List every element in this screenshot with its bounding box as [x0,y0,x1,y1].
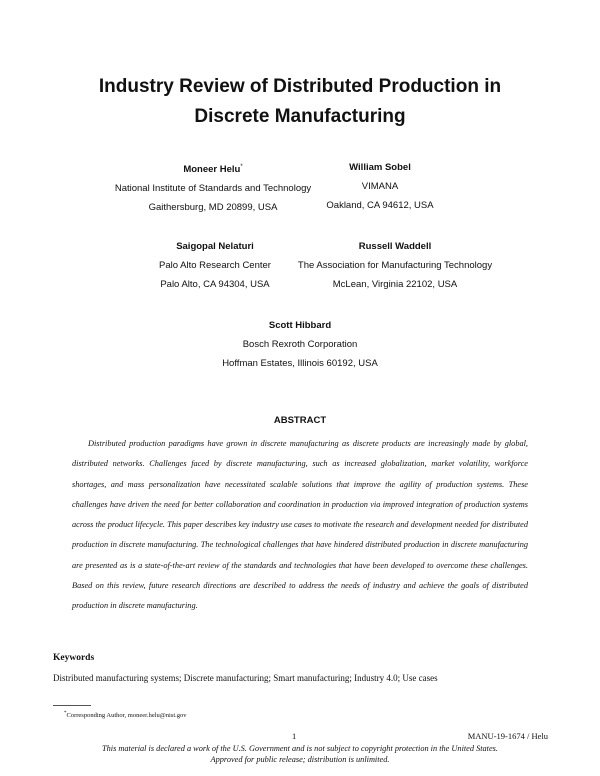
report-id: MANU-19-1674 / Helu [467,731,548,741]
author-name: Saigopal Nelaturi [176,241,254,252]
footnote [64,711,187,719]
author-affiliation: VIMANA [361,181,399,192]
abstract-text: Distributed production paradigms have grown in discrete manufacturing as discrete products are increasingly made by global, distributed networks. Challenges faced by discrete manufacturing, such as increased globalization, market volatility, workforce shortages, and mass personalization have necessitated scalable solutions that improve the agility of production systems. These challenges have driven the need for better collaboration and coordination in production via improved integration of production systems across the product lifecycle. This paper describes key industry use cases to motivate the research and development needed for distributed production in discrete manufacturing. The technological challenges that have hindered distributed production in discrete manufacturing are presented as is a state-of-the-art review of the standards and technologies that have been developed to overcome these challenges. Based on this review, future research directions are described to address the needs of industry and achieve the goals of distributed production in discrete manufacturing. [72,439,528,611]
author-name: Russell Waddell [358,241,432,252]
keywords-text: Distributed manufacturing systems; Discrete manufacturing; Smart manufacturing; Industry 4.0; Use cases [53,673,438,683]
copyright-disclaimer [0,743,600,765]
author-name: Moneer Helu [183,164,241,176]
title-line-2: Discrete Manufacturing [194,106,406,127]
author-location: Gaithersburg, MD 20899, USA [148,202,278,214]
corresponding-author-mark: * [240,164,243,170]
footnote-mark: * [64,711,67,716]
author-affiliation: The Association for Manufacturing Technology [297,260,493,271]
author-block-hibbard [175,316,425,373]
page-number: 1 [292,731,297,741]
author-affiliation: National Institute of Standards and Technology [114,183,312,195]
author-block-waddell [270,237,520,294]
disclaimer-line-2: Approved for public release; distribution is unlimited. [210,755,390,764]
author-location: Palo Alto, CA 94304, USA [160,279,270,290]
keywords-heading: Keywords [53,653,95,663]
abstract-heading: ABSTRACT [273,415,327,426]
author-location: McLean, Virginia 22102, USA [332,279,458,290]
footnote-divider [53,705,91,706]
paper-title [0,72,600,132]
disclaimer-line-1: This material is declared a work of the U.S. Government and is not subject to copyright protection in the United States. [102,744,498,753]
author-block-sobel [300,158,460,215]
author-name: William Sobel [349,162,411,173]
author-location: Hoffman Estates, Illinois 60192, USA [222,358,378,369]
title-line-1: Industry Review of Distributed Production in [98,76,502,97]
author-location: Oakland, CA 94612, USA [326,200,434,211]
author-affiliation: Palo Alto Research Center [159,260,271,271]
author-name: Scott Hibbard [268,320,332,331]
footnote-text: Corresponding Author, moneer.helu@nist.gov [66,712,187,720]
author-affiliation: Bosch Rexroth Corporation [242,339,358,350]
